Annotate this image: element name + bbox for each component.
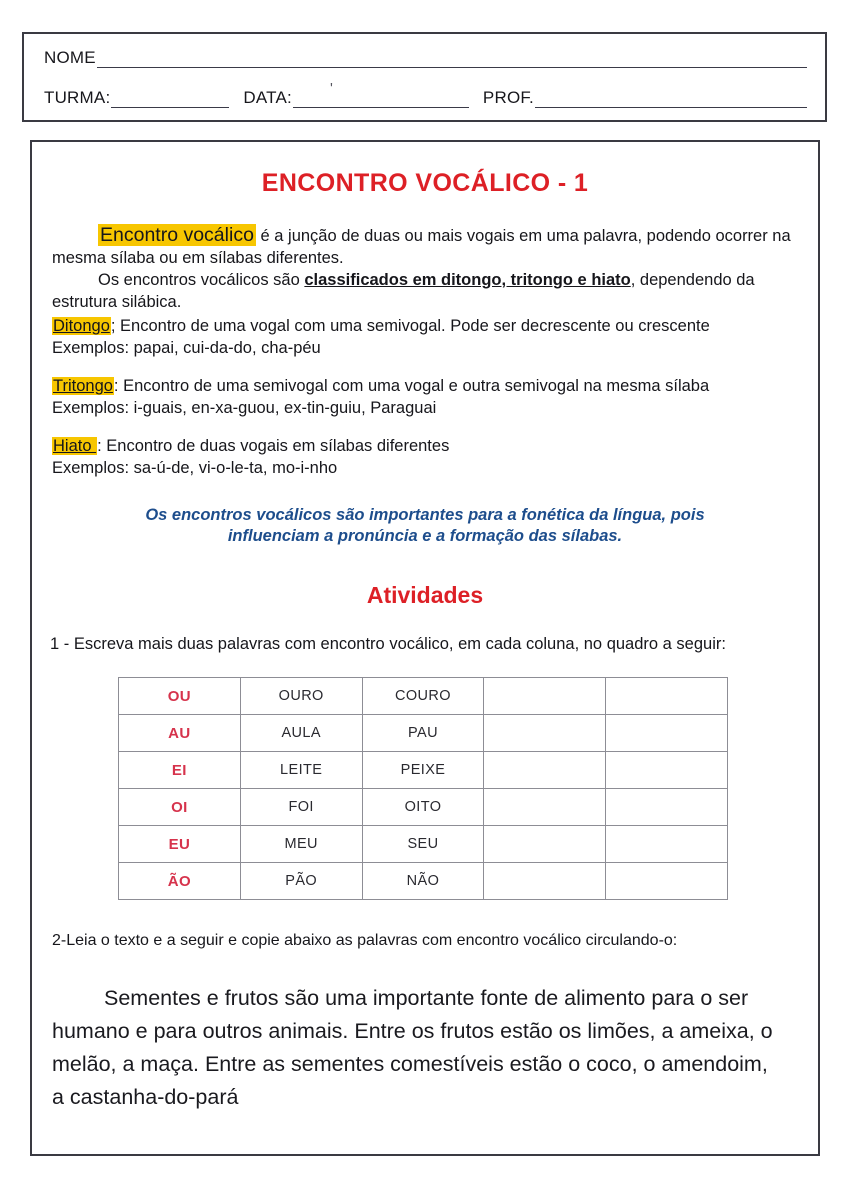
exercise-1-prompt: 1 - Escreva mais duas palavras com encontro vocálico, em cada coluna, no quadro a seguir:: [50, 635, 726, 653]
table-cell-blank1[interactable]: [484, 752, 606, 789]
introduction-section: [46, 224, 804, 479]
exercise-2-prompt: 2-Leia o texto e a seguir e copie abaixo as palavras com encontro vocálico circulando-o:: [52, 932, 678, 949]
table-cell-blank1[interactable]: [484, 678, 606, 715]
name-field-row: [44, 48, 807, 68]
activities-heading: Atividades: [366, 582, 484, 608]
table-cell-key: ÃO: [119, 863, 241, 900]
table-cell-blank1[interactable]: [484, 789, 606, 826]
table-cell-key: OU: [119, 678, 241, 715]
table-cell-blank1[interactable]: [484, 826, 606, 863]
page-title: ENCONTRO VOCÁLICO - 1: [261, 169, 589, 197]
student-identification-box: [22, 32, 827, 122]
table-cell-blank2[interactable]: [606, 789, 728, 826]
table-row: [119, 863, 728, 900]
date-input-line[interactable]: [293, 91, 469, 108]
definition-hiato: [52, 435, 796, 479]
table-row: [119, 678, 728, 715]
table-cell-word2: COURO: [362, 678, 484, 715]
name-label: NOME: [44, 48, 96, 67]
ditongo-term-highlight: Ditongo: [53, 317, 110, 335]
table-cell-blank2[interactable]: [606, 715, 728, 752]
intro-paragraph-2-prefix: Os encontros vocálicos são: [98, 271, 305, 289]
intro-paragraph-1-text: é a junção de duas ou mais vogais em uma palavra, podendo ocorrer na mesma sílaba ou em sílabas diferentes.: [52, 227, 791, 267]
table-cell-word2: PEIXE: [362, 752, 484, 789]
table-cell-key: EI: [119, 752, 241, 789]
class-date-teacher-row: [44, 88, 807, 108]
table-cell-word1: OURO: [240, 678, 362, 715]
table-cell-blank2[interactable]: [606, 752, 728, 789]
scan-artifact-mark: ': [330, 80, 333, 97]
hiato-definition-text: Encontro de duas vogais em sílabas diferentes: [101, 437, 450, 455]
teacher-input-line[interactable]: [535, 91, 807, 108]
table-row: [119, 752, 728, 789]
definitions-list: [52, 315, 796, 479]
table-cell-word2: OITO: [362, 789, 484, 826]
phonetics-note: Os encontros vocálicos são importantes para a fonética da língua, pois influenciam a pronúncia e a formação das sílabas.: [145, 506, 705, 545]
intro-paragraph-1: [52, 224, 796, 269]
table-row: [119, 789, 728, 826]
name-input-line[interactable]: [97, 51, 807, 68]
vowel-pairs-table-body: [119, 678, 728, 900]
table-cell-word1: AULA: [240, 715, 362, 752]
table-cell-key: AU: [119, 715, 241, 752]
tritongo-definition-text: Encontro de uma semivogal com uma vogal e outra semivogal na mesma sílaba: [118, 377, 710, 395]
vowel-pairs-table: [118, 677, 728, 900]
date-label: DATA:: [243, 88, 292, 107]
table-row: [119, 826, 728, 863]
intro-paragraph-2: [52, 269, 796, 313]
definition-hiato-examples: Exemplos: sa-ú-de, vi-o-le-ta, mo-i-nho: [52, 459, 338, 477]
reading-passage: Sementes e frutos são uma importante fonte de alimento para o ser humano e para outros animais. Entre os frutos estão os limões, a ameixa, o melão, a maça. Entre as sementes comestíveis estão o coco, o amendoim, a castanha-do-pará: [52, 986, 773, 1109]
encontro-vocalico-highlight: Encontro vocálico: [100, 224, 254, 246]
table-cell-key: EU: [119, 826, 241, 863]
tritongo-separator: :: [113, 377, 119, 395]
table-cell-word2: SEU: [362, 826, 484, 863]
ditongo-definition-text: Encontro de uma vogal com uma semivogal. Pode ser decrescente ou crescente: [115, 317, 710, 335]
definition-ditongo: [52, 315, 796, 359]
ditongo-separator: ;: [110, 317, 116, 335]
table-cell-blank1[interactable]: [484, 863, 606, 900]
definition-tritongo-examples: Exemplos: i-guais, en-xa-guou, ex-tin-guiu, Paraguai: [52, 399, 437, 417]
worksheet-content-box: [30, 140, 820, 1156]
classification-emphasis: classificados em ditongo, tritongo e hiato: [304, 271, 631, 289]
hiato-term-highlight: Hiato: [53, 437, 97, 455]
table-cell-word2: NÃO: [362, 863, 484, 900]
table-cell-word1: MEU: [240, 826, 362, 863]
table-cell-word2: PAU: [362, 715, 484, 752]
class-input-line[interactable]: [111, 91, 229, 108]
teacher-label: PROF.: [482, 88, 534, 107]
table-cell-key: OI: [119, 789, 241, 826]
table-cell-blank2[interactable]: [606, 678, 728, 715]
definition-ditongo-line: [52, 315, 796, 337]
hiato-separator: :: [97, 437, 102, 455]
intro-paragraph-2-suffix: , dependendo da estrutura silábica.: [52, 271, 755, 311]
table-cell-word1: LEITE: [240, 752, 362, 789]
table-row: [119, 715, 728, 752]
definition-tritongo: [52, 375, 796, 419]
definition-ditongo-examples: Exemplos: papai, cui-da-do, cha-péu: [52, 339, 321, 357]
definition-hiato-line: [52, 435, 796, 457]
tritongo-term-highlight: Tritongo: [53, 377, 113, 395]
table-cell-blank2[interactable]: [606, 863, 728, 900]
table-cell-blank2[interactable]: [606, 826, 728, 863]
definition-tritongo-line: [52, 375, 796, 397]
class-label: TURMA:: [44, 88, 111, 107]
table-cell-word1: PÃO: [240, 863, 362, 900]
table-cell-word1: FOI: [240, 789, 362, 826]
table-cell-blank1[interactable]: [484, 715, 606, 752]
